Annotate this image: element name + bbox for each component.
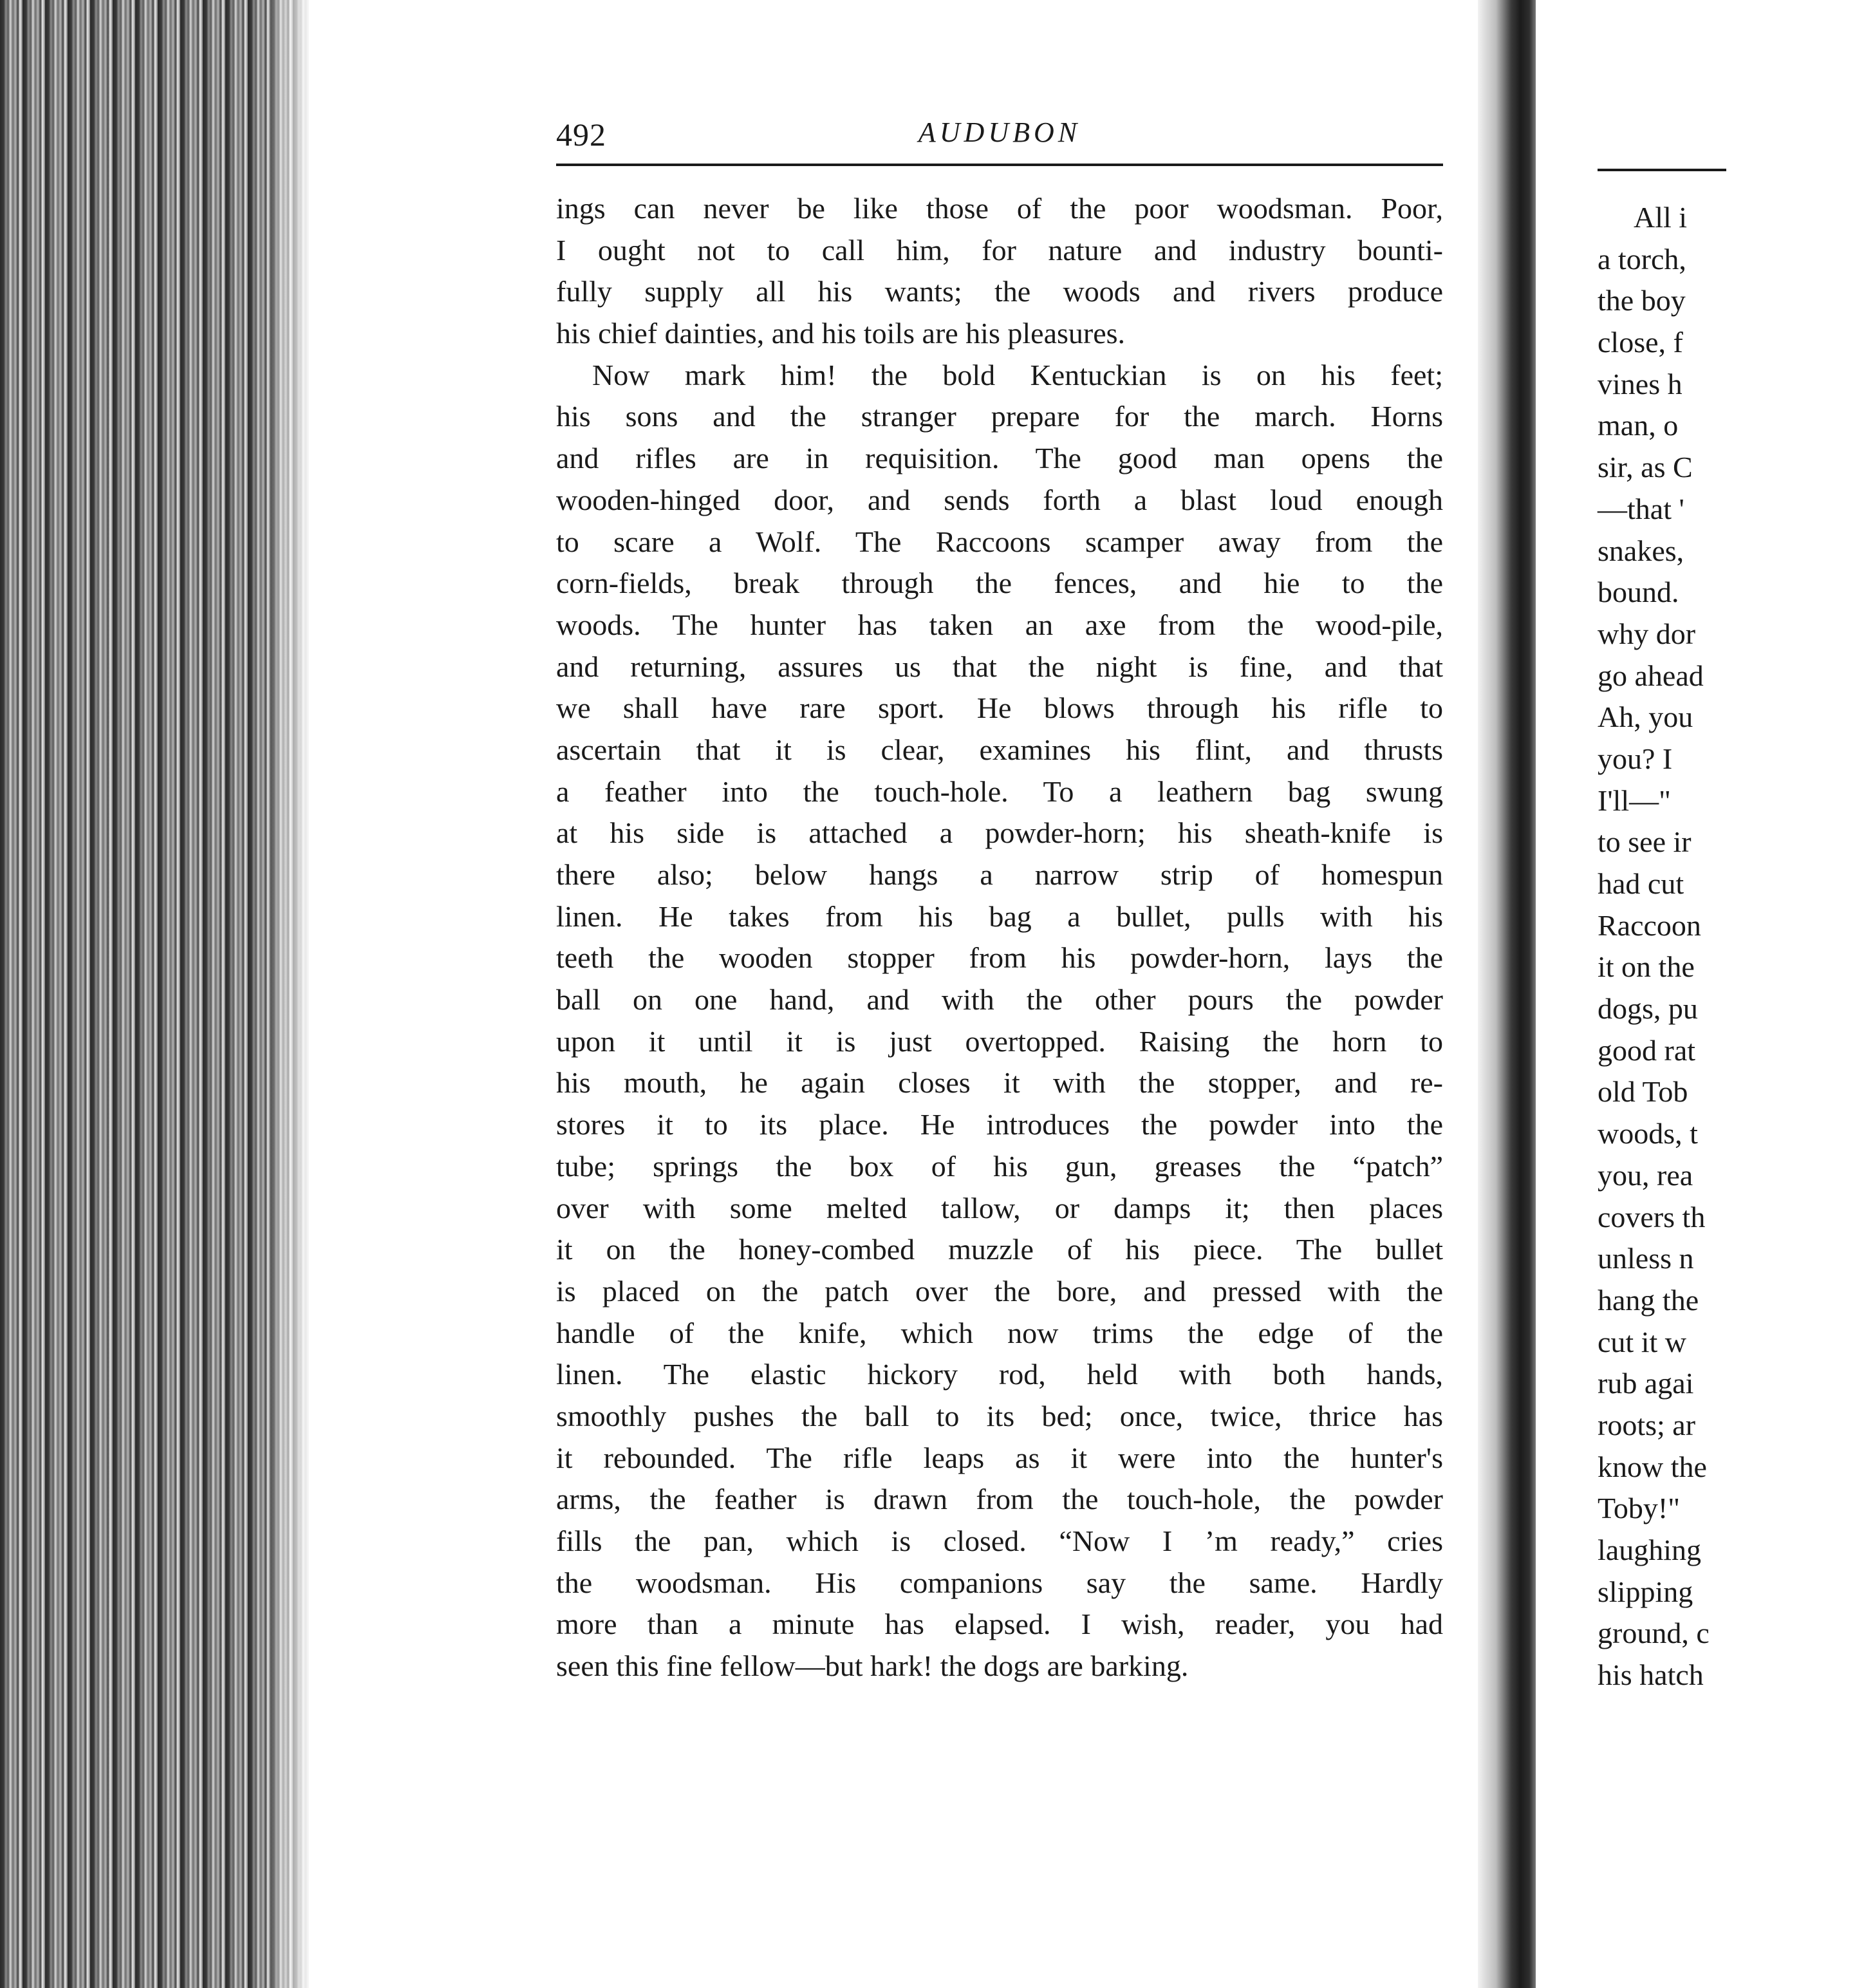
text-line: his sons and the stranger prepare for the march. Horns (556, 400, 1443, 433)
right-header-rule (1598, 169, 1726, 171)
fragment-line: slipping (1598, 1575, 1693, 1608)
text-line: his mouth, he again closes it with the stopper, and re- (556, 1066, 1443, 1100)
binding-gutter (1478, 0, 1536, 1988)
right-page-text (1598, 197, 1855, 1696)
fragment-line: go ahead (1598, 659, 1704, 692)
text-line: arms, the feather is drawn from the touch-hole, the powder (556, 1483, 1443, 1516)
right-page (1536, 0, 1710, 1988)
text-line: and returning, assures us that the night is fine, and that (556, 650, 1443, 683)
fragment-line: —that ' (1598, 492, 1684, 525)
text-line: there also; below hangs a narrow strip of homespun (556, 858, 1443, 891)
text-line: wooden-hinged door, and sends forth a blast loud enough (556, 483, 1443, 516)
text-line: ings can never be like those of the poor woodsman. Poor, (556, 192, 1443, 225)
fragment-line: Ah, you (1598, 700, 1693, 734)
page-header (556, 116, 1443, 155)
text-line: it on the honey-combed muzzle of his piece. The bullet (556, 1233, 1443, 1266)
text-line: is placed on the patch over the bore, and pressed with the (556, 1274, 1443, 1308)
fragment-line: bound. (1598, 576, 1679, 609)
fragment-line: you? I (1598, 742, 1673, 775)
fragment-line: sir, as C (1598, 451, 1693, 484)
fragment-line: dogs, pu (1598, 992, 1698, 1026)
fragment-line: why dor (1598, 617, 1696, 650)
fragment-line: All i (1634, 201, 1688, 234)
text-line: over with some melted tallow, or damps it; then places (556, 1191, 1443, 1224)
text-line: it rebounded. The rifle leaps as it were into the hunter's (556, 1441, 1443, 1474)
fragment-line: laughing (1598, 1533, 1701, 1566)
fragment-line: good rat (1598, 1033, 1696, 1067)
text-line: fully supply all his wants; the woods and rivers produce (556, 275, 1443, 308)
text-line: Now mark him! the bold Kentuckian is on his feet; (592, 358, 1443, 391)
fragment-line: ground, c (1598, 1617, 1710, 1650)
fragment-line: man, o (1598, 409, 1679, 442)
text-line: the woodsman. His companions say the same. Hardly (556, 1566, 1443, 1599)
fragment-line: it on the (1598, 950, 1695, 984)
text-line: more than a minute has elapsed. I wish, reader, you had (556, 1608, 1443, 1641)
text-line: linen. He takes from his bag a bullet, pulls with his (556, 899, 1443, 933)
fragment-line: the boy (1598, 284, 1686, 317)
text-line: seen this fine fellow—but hark! the dogs are barking. (556, 1649, 1189, 1683)
fragment-line: Toby!" (1598, 1492, 1680, 1525)
fragment-line: cut it w (1598, 1325, 1686, 1358)
fragment-line: vines h (1598, 367, 1683, 400)
text-line: we shall have rare sport. He blows through his rifle to (556, 691, 1443, 725)
fragment-line: I'll—" (1598, 783, 1671, 817)
text-line: ball on one hand, and with the other pours the powder (556, 983, 1443, 1017)
fragment-line: had cut (1598, 867, 1684, 900)
text-line: to scare a Wolf. The Raccoons scamper away from the (556, 525, 1443, 558)
text-line: upon it until it is just overtopped. Raising the horn to (556, 1024, 1443, 1058)
text-line: I ought not to call him, for nature and industry bounti- (556, 233, 1443, 267)
fragment-line: snakes, (1598, 534, 1684, 567)
body-text (556, 188, 1443, 1687)
page-number: 492 (556, 117, 606, 153)
fragment-line: Raccoon (1598, 908, 1701, 942)
fragment-line: his hatch (1598, 1658, 1704, 1692)
fragment-line: woods, t (1598, 1117, 1698, 1150)
text-line: woods. The hunter has taken an axe from the wood-pile, (556, 608, 1443, 641)
text-line: teeth the wooden stopper from his powder-horn, lays the (556, 941, 1443, 975)
text-line: smoothly pushes the ball to its bed; once, twice, thrice has (556, 1399, 1443, 1432)
text-line: fills the pan, which is closed. “Now I ’m ready,” cries (556, 1524, 1443, 1557)
text-line: stores it to its place. He introduces the powder into the (556, 1108, 1443, 1141)
text-line: at his side is attached a powder-horn; his sheath-knife is (556, 816, 1443, 850)
text-line: and rifles are in requisition. The good man opens the (556, 442, 1443, 475)
text-line: corn-fields, break through the fences, and hie to the (556, 567, 1443, 600)
text-line: tube; springs the box of his gun, greases the “patch” (556, 1149, 1443, 1183)
text-line: ascertain that it is clear, examines his flint, and thrusts (556, 733, 1443, 766)
fragment-line: old Tob (1598, 1075, 1688, 1109)
page-edges (0, 0, 309, 1988)
text-line: a feather into the touch-hole. To a leathern bag swung (556, 774, 1443, 808)
fragment-line: covers th (1598, 1200, 1706, 1233)
fragment-line: close, f (1598, 326, 1683, 359)
fragment-line: unless n (1598, 1242, 1694, 1275)
text-line: his chief dainties, and his toils are his pleasures. (556, 317, 1126, 350)
fragment-line: a torch, (1598, 242, 1686, 276)
text-line: handle of the knife, which now trims the edge of the (556, 1316, 1443, 1349)
fragment-line: roots; ar (1598, 1408, 1696, 1441)
fragment-line: hang the (1598, 1283, 1699, 1317)
running-head: AUDUBON (918, 117, 1081, 148)
fragment-line: rub agai (1598, 1367, 1694, 1400)
header-rule (556, 164, 1443, 166)
text-line: linen. The elastic hickory rod, held with both hands, (556, 1358, 1443, 1391)
fragment-line: know the (1598, 1450, 1707, 1483)
fragment-line: to see ir (1598, 825, 1692, 859)
fragment-line: you, rea (1598, 1158, 1693, 1192)
